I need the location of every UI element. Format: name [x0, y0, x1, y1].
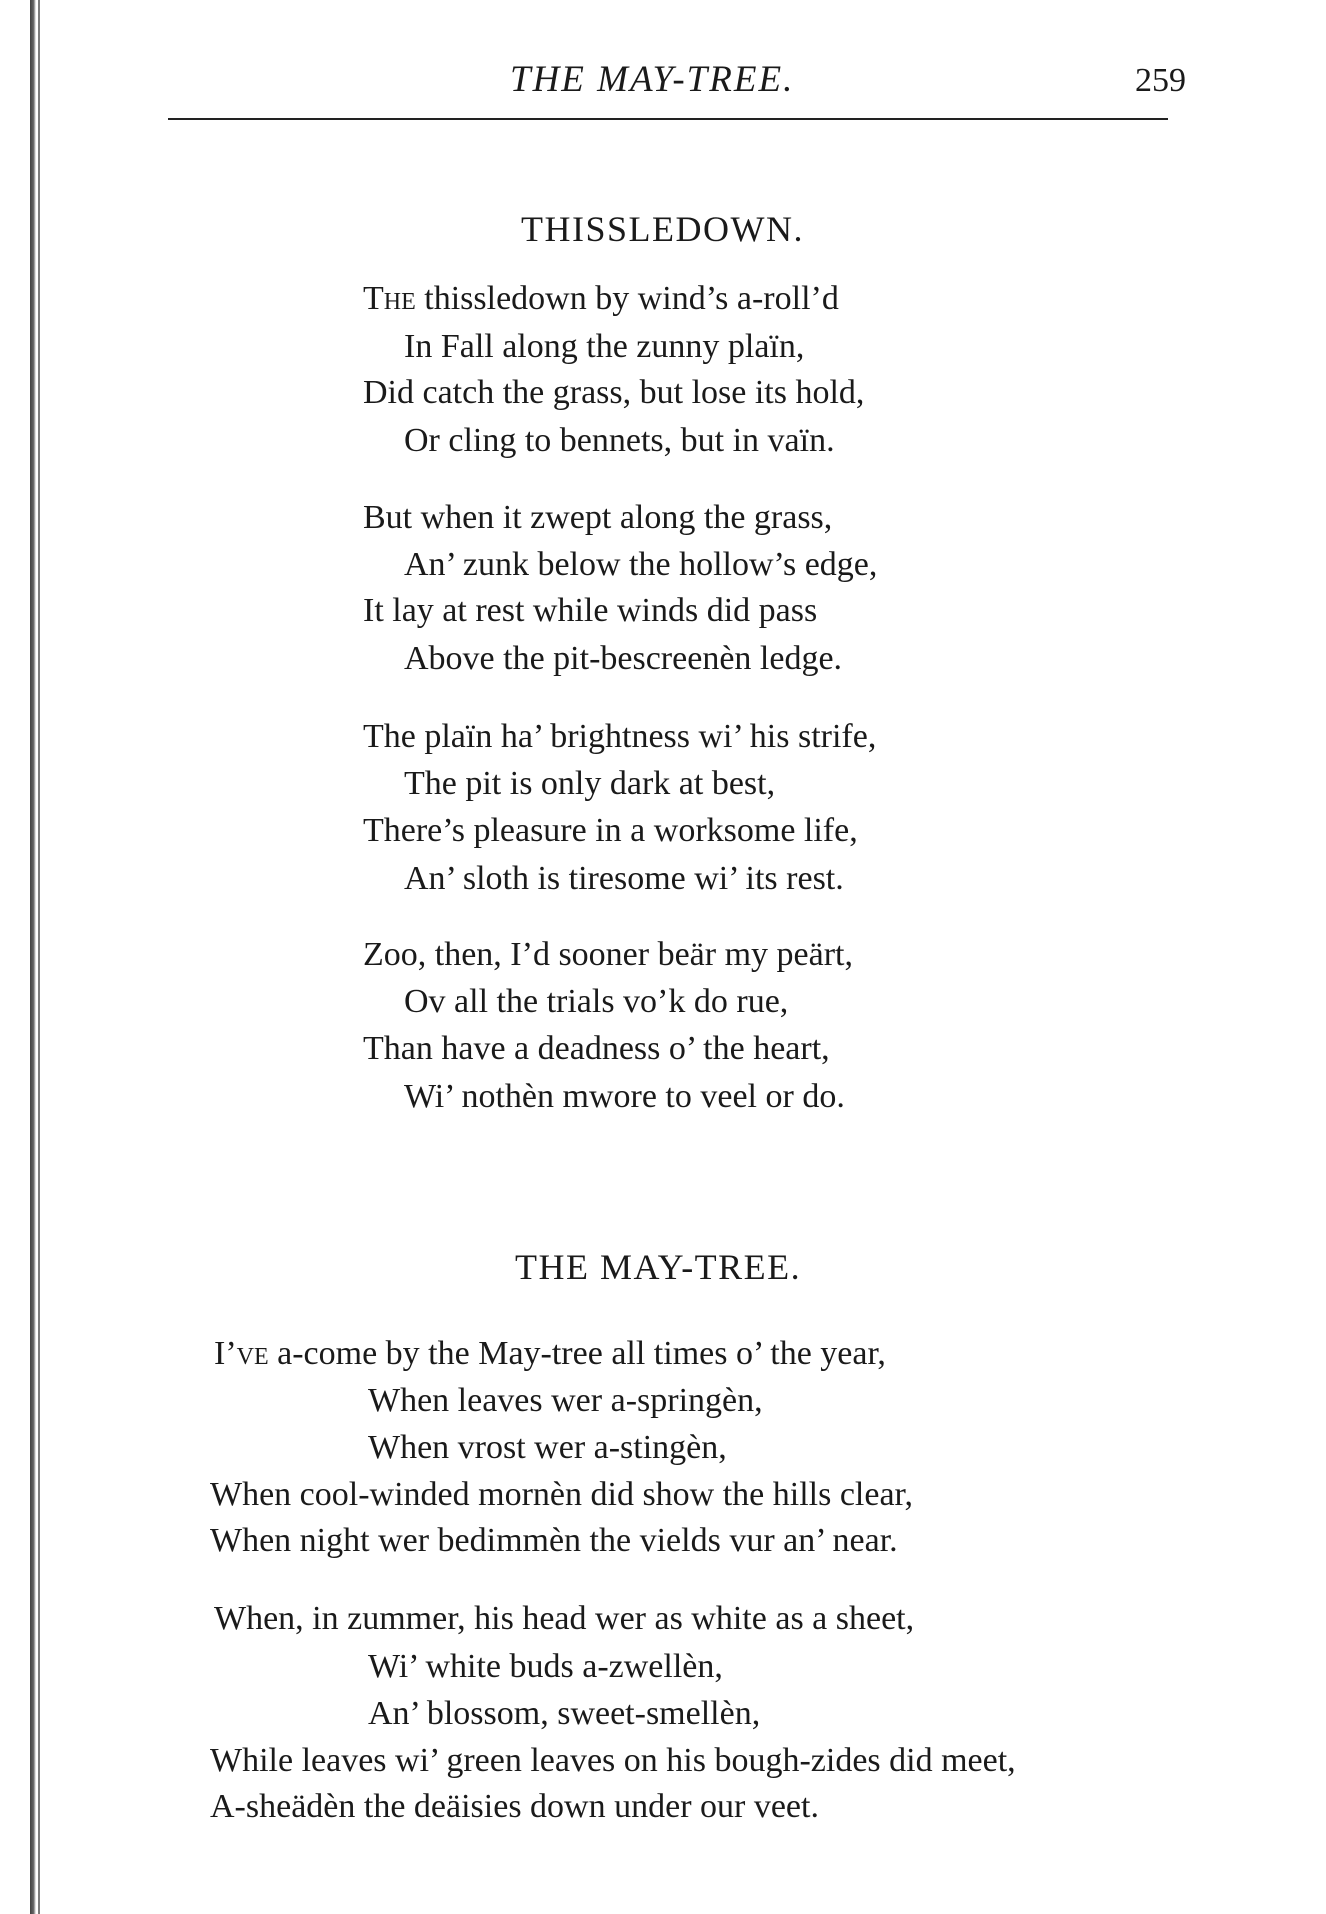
initial-word: I’ve — [214, 1335, 269, 1372]
poem-title-may-tree: THE MAY-TREE. — [515, 1247, 802, 1287]
poem-line: It lay at rest while winds did pass — [363, 592, 818, 629]
page-number: 259 — [1135, 62, 1186, 99]
poem-line: The thissledown by wind’s a-roll’d — [363, 280, 839, 317]
poem-line: Wi’ white buds a-zwellèn, — [368, 1648, 723, 1685]
poem-line: When leaves wer a-springèn, — [368, 1382, 763, 1419]
poem-line: An’ zunk below the hollow’s edge, — [404, 546, 878, 583]
poem-line: Or cling to bennets, but in vaïn. — [404, 422, 835, 459]
poem-line: I’ve a-come by the May-tree all times o’ the year, — [214, 1335, 886, 1372]
poem-line: Ov all the trials vo’k do rue, — [404, 983, 789, 1020]
running-head: THE MAY-TREE. — [510, 59, 795, 100]
poem-line: A-sheädèn the deäisies down under our veet. — [210, 1788, 819, 1825]
poem-line: When night wer bedimmèn the vields vur an’ near. — [210, 1522, 898, 1559]
poem-line: Above the pit-bescreenèn ledge. — [404, 640, 843, 677]
poem-line: Wi’ nothèn mwore to veel or do. — [404, 1078, 845, 1115]
poem-line: While leaves wi’ green leaves on his bough-zides did meet, — [210, 1742, 1016, 1779]
header-rule — [168, 118, 1168, 120]
poem-line: When, in zummer, his head wer as white as a sheet, — [214, 1600, 915, 1637]
poem-title-thissledown: THISSLEDOWN. — [521, 209, 804, 249]
poem-line: When cool-winded mornèn did show the hills clear, — [210, 1476, 914, 1513]
poem-line: Did catch the grass, but lose its hold, — [363, 374, 865, 411]
binding-edge — [30, 0, 36, 1914]
poem-line: When vrost wer a-stingèn, — [368, 1429, 727, 1466]
poem-line: The plaïn ha’ brightness wi’ his strife, — [363, 718, 877, 755]
poem-line: An’ blossom, sweet-smellèn, — [368, 1695, 761, 1732]
poem-line: In Fall along the zunny plaïn, — [404, 328, 805, 365]
poem-line: Zoo, then, I’d sooner beär my peärt, — [363, 936, 853, 973]
poem-line: An’ sloth is tiresome wi’ its rest. — [404, 860, 844, 897]
poem-line: The pit is only dark at best, — [404, 765, 776, 802]
binding-edge-line — [38, 0, 40, 1914]
poem-line: But when it zwept along the grass, — [363, 499, 833, 536]
poem-line: There’s pleasure in a worksome life, — [363, 812, 858, 849]
poem-line: Than have a deadness o’ the heart, — [363, 1030, 830, 1067]
initial-word: The — [363, 280, 416, 317]
